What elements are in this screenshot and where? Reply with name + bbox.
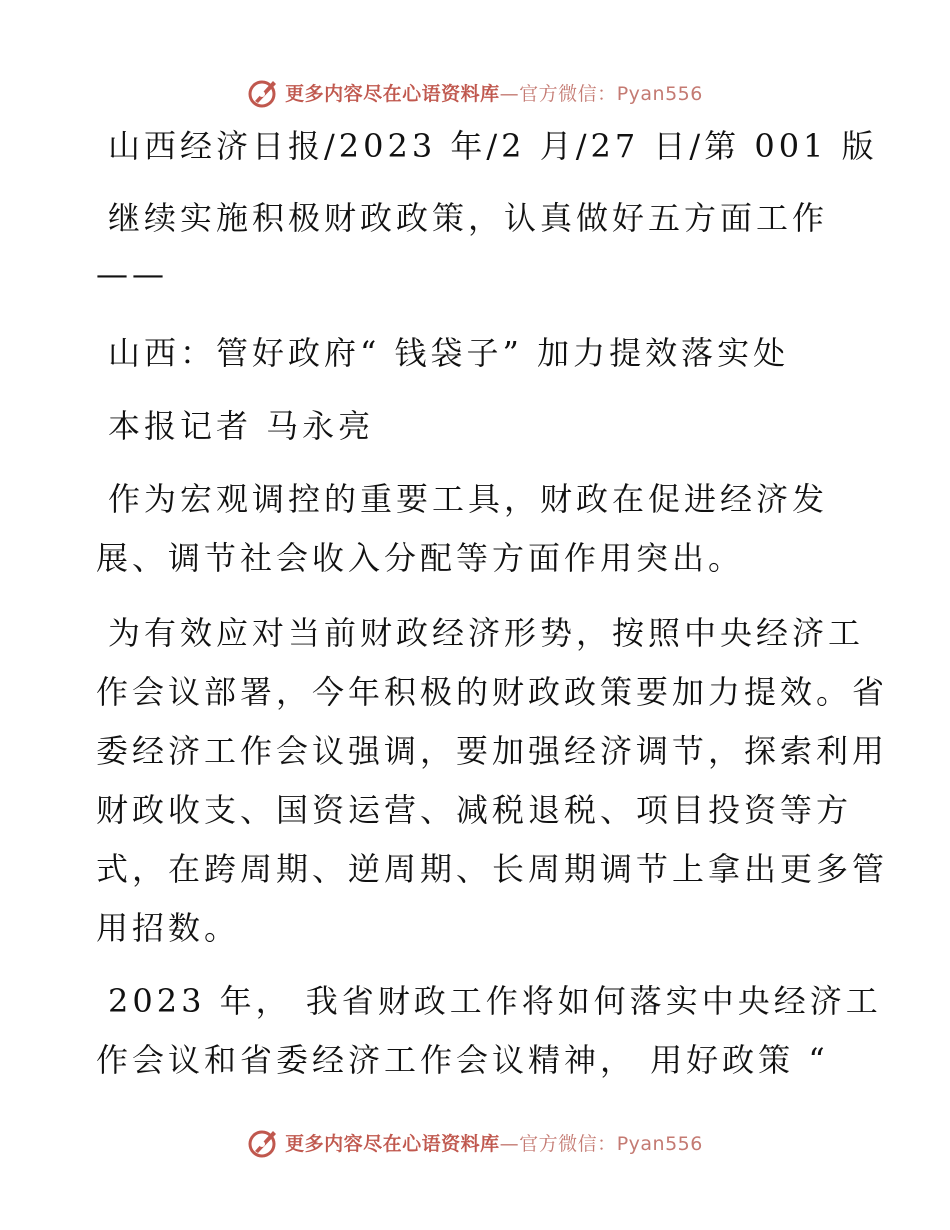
paragraph-3-line-2: 作会议和省委经济工作会议精神， 用好政策 “ (96, 1041, 829, 1079)
watermark-brand: 更多内容尽在心语资料库 (285, 1132, 500, 1155)
source-line: 山西经济日报/2023 年/2 月/27 日/第 001 版 (108, 127, 878, 165)
paragraph-1-line-1: 作为宏观调控的重要工具，财政在促进经济发 (108, 480, 829, 518)
headline-dash: —— (96, 255, 168, 293)
paragraph-2-line-1: 为有效应对当前财政经济形势，按照中央经济工 (108, 614, 865, 652)
watermark-wechat-id: Pyan556 (616, 82, 703, 105)
quill-in-circle-icon (247, 75, 281, 109)
watermark-brand: 更多内容尽在心语资料库 (285, 82, 500, 105)
byline: 本报记者 马永亮 (108, 407, 375, 445)
watermark-header (0, 72, 950, 112)
watermark-separator: — (499, 1132, 520, 1155)
paragraph-1-line-2: 展、调节社会收入分配等方面作用突出。 (96, 539, 745, 577)
headline-part-2: 山西：管好政府“ 钱袋子” 加力提效落实处 (108, 334, 790, 372)
paragraph-2-line-6: 用招数。 (96, 909, 241, 947)
paragraph-2-line-5: 式，在跨周期、逆周期、长周期调节上拿出更多管 (96, 850, 889, 888)
watermark-wechat-id: Pyan556 (616, 1132, 703, 1155)
paragraph-2-line-3: 委经济工作会议强调，要加强经济调节，探索利用 (96, 732, 889, 770)
watermark-text (285, 79, 703, 106)
watermark-separator: — (499, 82, 520, 105)
watermark-wechat-label: 官方微信： (519, 82, 617, 105)
quill-in-circle-icon (247, 1125, 281, 1159)
watermark-footer (0, 1122, 950, 1162)
watermark-text (285, 1129, 703, 1156)
paragraph-2-line-2: 作会议部署，今年积极的财政政策要加力提效。省 (96, 673, 889, 711)
watermark-wechat-label: 官方微信： (519, 1132, 617, 1155)
headline-part-1: 继续实施积极财政政策，认真做好五方面工作 (108, 199, 829, 237)
paragraph-3-line-1: 2023 年， 我省财政工作将如何落实中央经济工 (108, 982, 882, 1020)
paragraph-2-line-4: 财政收支、国资运营、减税退税、项目投资等方 (96, 791, 853, 829)
